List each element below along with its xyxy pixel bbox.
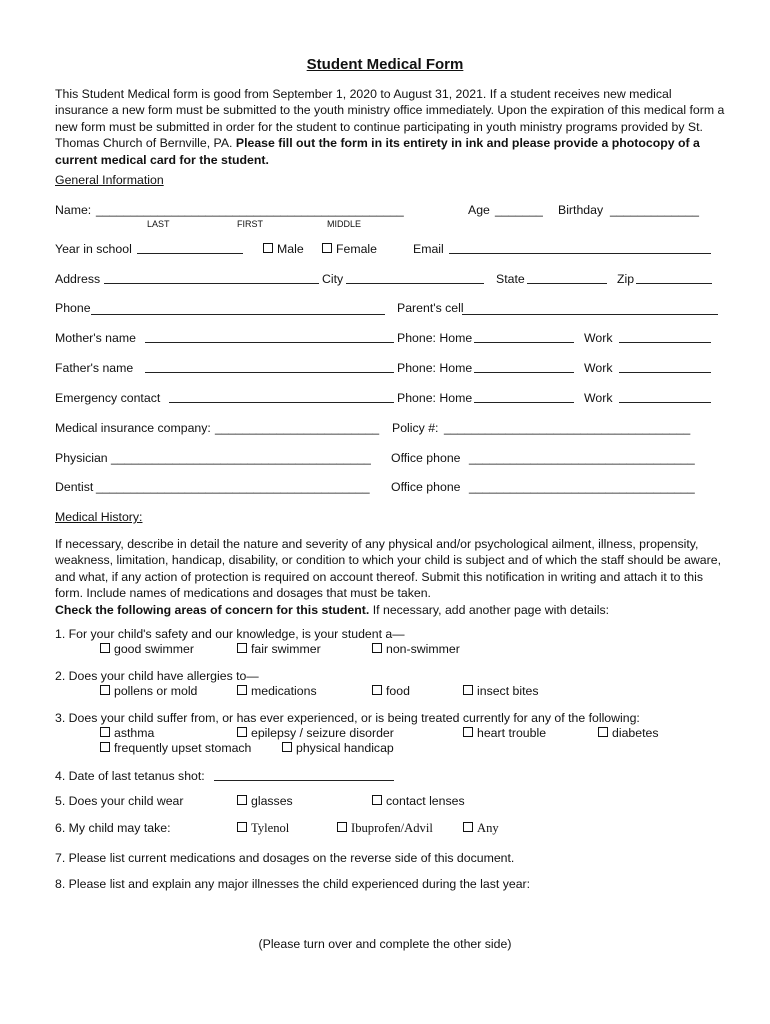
insect-bites-label: insect bites (477, 684, 539, 698)
emergency-phone-home-field[interactable] (474, 402, 574, 403)
male-label: Male (277, 242, 304, 256)
fair-swimmer-label: fair swimmer (251, 642, 321, 656)
question-8: 8. Please list and explain any major illnesses the child experienced during the last year: (55, 877, 531, 891)
emergency-work-field[interactable] (619, 402, 711, 403)
female-option[interactable] (322, 242, 377, 256)
medications-label: medications (251, 684, 317, 698)
diabetes-checkbox[interactable] (598, 727, 608, 737)
zip-label: Zip (617, 272, 635, 286)
tetanus-date-field[interactable] (214, 780, 394, 781)
insect-bites-option[interactable] (463, 684, 539, 698)
medications-checkbox[interactable] (237, 685, 247, 695)
heart-trouble-label: heart trouble (477, 726, 547, 740)
upset-stomach-checkbox[interactable] (100, 742, 110, 752)
state-field[interactable] (527, 283, 607, 284)
contact-lenses-checkbox[interactable] (372, 795, 382, 805)
footer-note: (Please turn over and complete the other side) (258, 937, 512, 951)
policy-number-field[interactable]: ____________________________________ (444, 421, 691, 435)
food-label: food (386, 684, 410, 698)
tylenol-option[interactable] (237, 821, 289, 836)
good-swimmer-label: good swimmer (114, 642, 194, 656)
emergency-contact-field[interactable] (169, 402, 394, 403)
question-6: 6. My child may take: (55, 821, 171, 835)
policy-number-label: Policy #: (392, 421, 439, 435)
form-title: Student Medical Form (306, 56, 464, 73)
question-3: 3. Does your child suffer from, or has ever experienced, or is being treated currently for any of the following: (55, 711, 640, 725)
epilepsy-option[interactable] (237, 726, 394, 740)
non-swimmer-label: non-swimmer (386, 642, 460, 656)
fair-swimmer-checkbox[interactable] (237, 643, 247, 653)
ibuprofen-option[interactable] (337, 821, 433, 836)
asthma-option[interactable] (100, 726, 154, 740)
email-field[interactable] (449, 253, 711, 254)
father-phone-home-field[interactable] (474, 372, 574, 373)
age-label: Age (468, 203, 490, 217)
phone-field[interactable] (91, 314, 385, 315)
year-in-school-label: Year in school (55, 242, 132, 256)
parents-cell-field[interactable] (462, 314, 718, 315)
physical-handicap-label: physical handicap (296, 741, 394, 755)
father-work-field[interactable] (619, 372, 711, 373)
question-1: 1. For your child's safety and our knowledge, is your student a— (55, 627, 405, 641)
physician-label: Physician (55, 451, 108, 465)
non-swimmer-checkbox[interactable] (372, 643, 382, 653)
parents-cell-label: Parent's cell (397, 301, 464, 315)
city-label: City (322, 272, 344, 286)
insurance-company-label: Medical insurance company: (55, 421, 211, 435)
middle-name-caption: MIDDLE (327, 219, 362, 229)
male-option[interactable] (263, 242, 304, 256)
zip-field[interactable] (636, 283, 712, 284)
insect-bites-checkbox[interactable] (463, 685, 473, 695)
pollens-option[interactable] (100, 684, 197, 698)
insurance-company-field[interactable]: ________________________ (215, 421, 380, 435)
emergency-contact-label: Emergency contact (55, 391, 161, 405)
physical-handicap-option[interactable] (282, 741, 394, 755)
medications-option[interactable] (237, 684, 317, 698)
diabetes-label: diabetes (612, 726, 659, 740)
mother-work-label: Work (584, 331, 613, 345)
contact-lenses-option[interactable] (372, 794, 465, 808)
question-4: 4. Date of last tetanus shot: (55, 769, 205, 783)
fathers-name-field[interactable] (145, 372, 394, 373)
mother-phone-home-label: Phone: Home (397, 331, 473, 345)
dentist-field[interactable]: ________________________________________ (96, 480, 370, 494)
medical-history-heading: Medical History: (55, 510, 143, 524)
father-phone-home-label: Phone: Home (397, 361, 473, 375)
age-field[interactable]: _______ (495, 203, 543, 217)
question-2: 2. Does your child have allergies to— (55, 669, 259, 683)
diabetes-option[interactable] (598, 726, 659, 740)
physician-office-phone-label: Office phone (391, 451, 461, 465)
asthma-checkbox[interactable] (100, 727, 110, 737)
male-checkbox[interactable] (263, 243, 273, 253)
asthma-label: asthma (114, 726, 155, 740)
mothers-name-label: Mother's name (55, 331, 136, 345)
good-swimmer-option[interactable] (100, 642, 194, 656)
medical-history-paragraph (55, 536, 725, 618)
upset-stomach-label: frequently upset stomach (114, 741, 252, 755)
ibuprofen-label: Ibuprofen/Advil (351, 821, 433, 835)
phone-label: Phone (55, 301, 91, 315)
upset-stomach-option[interactable] (100, 741, 251, 755)
epilepsy-label: epilepsy / seizure disorder (251, 726, 394, 740)
birthday-field[interactable]: _____________ (610, 203, 699, 217)
pollens-checkbox[interactable] (100, 685, 110, 695)
contact-lenses-label: contact lenses (386, 794, 465, 808)
dentist-office-phone-label: Office phone (391, 480, 461, 494)
check-areas-text: If necessary, add another page with details: (369, 602, 610, 617)
female-label: Female (336, 242, 378, 256)
any-label: Any (477, 821, 499, 835)
birthday-label: Birthday (558, 203, 604, 217)
father-work-label: Work (584, 361, 613, 375)
fair-swimmer-option[interactable] (237, 642, 321, 656)
intro-instructions: Please fill out the form in its entirety in ink and please provide a photocopy of a current medical card for the student. (55, 136, 700, 167)
name-field[interactable]: _____________________________________________ (96, 203, 404, 217)
fathers-name-label: Father's name (55, 361, 134, 375)
physician-office-phone-field[interactable]: _________________________________ (469, 451, 695, 465)
intro-text: This Student Medical form is good from September 1, 2020 to August 31, 2021. If a student receives new medical insurance a new form must be submitted to the youth ministry office immediately. Upon the expiration of this medical form a new form must be submitted in order for the student to continue participating in youth ministry programs provided by St. Thomas Church of Bernville, PA. (55, 87, 725, 151)
food-checkbox[interactable] (372, 685, 382, 695)
email-label: Email (413, 242, 444, 256)
name-label: Name: (55, 203, 92, 217)
epilepsy-checkbox[interactable] (237, 727, 247, 737)
intro-paragraph (55, 86, 725, 168)
physician-field[interactable]: ______________________________________ (111, 451, 371, 465)
dentist-label: Dentist (55, 480, 94, 494)
first-name-caption: FIRST (237, 219, 263, 229)
any-option[interactable] (463, 821, 499, 836)
emergency-phone-home-label: Phone: Home (397, 391, 473, 405)
glasses-checkbox[interactable] (237, 795, 247, 805)
heart-trouble-option[interactable] (463, 726, 546, 740)
state-label: State (496, 272, 525, 286)
dentist-office-phone-field[interactable]: _________________________________ (469, 480, 695, 494)
pollens-label: pollens or mold (114, 684, 198, 698)
any-checkbox[interactable] (463, 822, 473, 832)
glasses-label: glasses (251, 794, 293, 808)
mother-work-field[interactable] (619, 342, 711, 343)
emergency-work-label: Work (584, 391, 613, 405)
address-field[interactable] (104, 283, 319, 284)
general-info-heading: General Information (55, 173, 164, 187)
question-7: 7. Please list current medications and dosages on the reverse side of this document. (55, 851, 515, 865)
mothers-name-field[interactable] (145, 342, 394, 343)
heart-trouble-checkbox[interactable] (463, 727, 473, 737)
medical-history-text: If necessary, describe in detail the nature and severity of any physical and/or psychological ailment, illness, propensity, weakness, limitation, handicap, disability, or condition to which your child is subject and of which the staff should be aware, and what, if any action of protection is required on account thereof. Submit this notification in writing and attach it to this form. Include names of medications and dosages that must be taken. (55, 537, 721, 601)
question-5: 5. Does your child wear (55, 794, 184, 808)
check-areas-bold: Check the following areas of concern for this student. (55, 602, 370, 617)
food-option[interactable] (372, 684, 410, 698)
tylenol-checkbox[interactable] (237, 822, 247, 832)
address-label: Address (55, 272, 101, 286)
city-field[interactable] (346, 283, 484, 284)
last-name-caption: LAST (147, 219, 170, 229)
female-checkbox[interactable] (322, 243, 332, 253)
non-swimmer-option[interactable] (372, 642, 460, 656)
tylenol-label: Tylenol (251, 821, 290, 835)
ibuprofen-checkbox[interactable] (337, 822, 347, 832)
glasses-option[interactable] (237, 794, 293, 808)
year-in-school-field[interactable] (137, 253, 243, 254)
physical-handicap-checkbox[interactable] (282, 742, 292, 752)
good-swimmer-checkbox[interactable] (100, 643, 110, 653)
mother-phone-home-field[interactable] (474, 342, 574, 343)
